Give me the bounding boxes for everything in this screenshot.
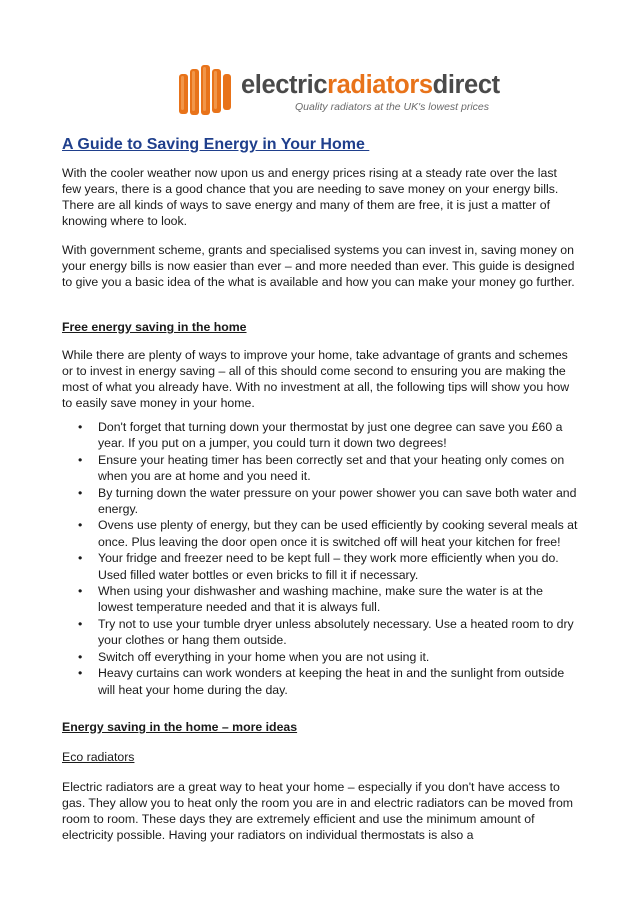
logo-word-electric: electric <box>241 71 328 99</box>
subheading-eco-radiators: Eco radiators <box>62 750 135 764</box>
list-item <box>62 517 578 550</box>
list-item <box>62 550 578 583</box>
bullet-icon: • <box>78 452 83 467</box>
brand-logo <box>175 60 500 122</box>
list-item-text: Ensure your heating timer has been correctly set and that your heating only comes on when you are at home and you need it. <box>98 452 565 484</box>
logo-word-direct: direct <box>432 71 500 99</box>
section-paragraph-free-energy: While there are plenty of ways to improve your home, take advantage of grants and schemes or to invest in energy saving – all of this should come second to ensuring you are making the most of what you already have. With no investment at all, the following tips will show you how to easily save money in your home. <box>62 348 570 410</box>
bullet-icon: • <box>78 616 83 631</box>
list-item-text: When using your dishwasher and washing machine, make sure the water is at the lowest temperature needed and that it is always full. <box>98 584 543 615</box>
intro-paragraph-1: With the cooler weather now upon us and energy prices rising at a steady rate over the last few years, there is a good chance that you are needing to save money on your energy bills. There are all kinds of ways to save energy and many of them are free, it is just a matter of knowing where to look. <box>62 166 559 228</box>
list-item-text: Don't forget that turning down your thermostat by just one degree can save you £60 a year. If you put on a jumper, you could turn it down two degrees! <box>98 420 563 451</box>
tips-list <box>62 419 578 698</box>
logo-word-radiators: radiators <box>327 71 433 99</box>
list-item <box>62 616 578 649</box>
list-item-text: Ovens use plenty of energy, but they can be used efficiently by cooking several meals at once. Plus leaving the door open once it is switched off will heat your kitchen for free! <box>98 518 578 549</box>
list-item-text: Try not to use your tumble dryer unless absolutely necessary. Use a heated room to dry your clothes or hang them outside. <box>98 616 574 648</box>
bullet-icon: • <box>78 584 83 599</box>
list-item-text: Switch off everything in your home when you are not using it. <box>98 649 430 664</box>
bullet-icon: • <box>78 485 83 500</box>
section-heading-more-ideas: Energy saving in the home – more ideas <box>62 720 298 734</box>
list-item <box>62 452 578 485</box>
list-item <box>62 419 578 452</box>
logo-wordmark <box>241 73 500 99</box>
bullet-icon: • <box>78 420 83 434</box>
list-item <box>62 649 578 665</box>
list-item <box>62 485 578 518</box>
list-item-text: By turning down the water pressure on your power shower you can save both water and energy. <box>98 485 577 517</box>
list-item <box>62 665 578 698</box>
section-paragraph-eco-radiators: Electric radiators are a great way to heat your home – especially if you don't have access to gas. They allow you to heat only the room you are in and electric radiators can be moved from room to room. These days they are extremely efficient and use the minimum amount of electricity possible. Having your radiators on individual thermostats is also a <box>62 780 574 842</box>
bullet-icon: • <box>78 551 83 566</box>
bullet-icon: • <box>78 666 83 681</box>
list-item-text: Your fridge and freezer need to be kept full – they work more efficiently when you do. Used filled water bottles or even bricks to fill it if necessary. <box>98 551 559 582</box>
radiator-logo-icon <box>175 62 233 120</box>
intro-paragraph-2: With government scheme, grants and specialised systems you can invest in, saving money on your energy bills is now easier than ever – and more needed than ever. This guide is designed to give you a basic idea of the what is available and how you can make your money go further. <box>62 243 575 289</box>
section-heading-free-energy: Free energy saving in the home <box>62 320 247 334</box>
list-item <box>62 583 578 616</box>
document-title: A Guide to Saving Energy in Your Home <box>62 136 370 153</box>
logo-tagline: Quality radiators at the UK's lowest prices <box>295 101 489 113</box>
bullet-icon: • <box>78 518 83 533</box>
bullet-icon: • <box>78 649 83 664</box>
list-item-text: Heavy curtains can work wonders at keeping the heat in and the sunlight from outside will heat your home during the day. <box>98 666 565 697</box>
